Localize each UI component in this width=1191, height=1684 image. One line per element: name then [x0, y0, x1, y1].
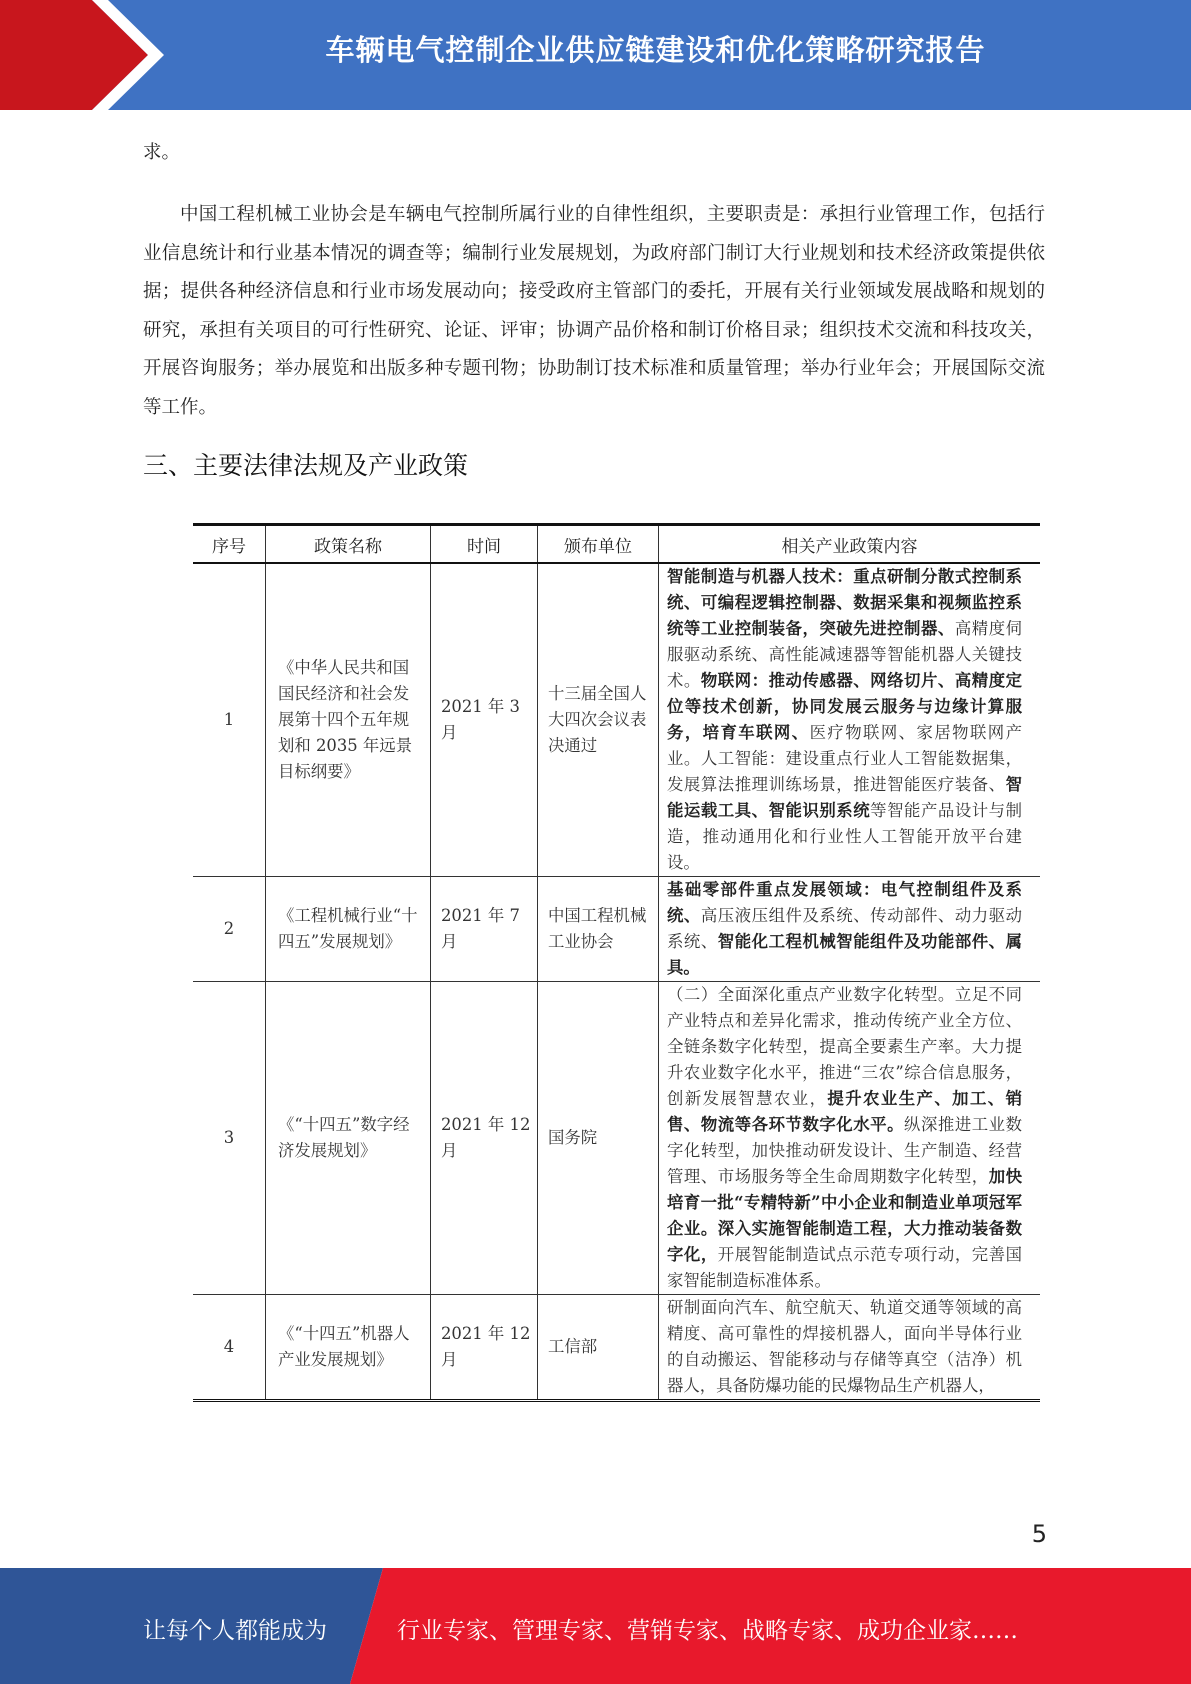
page-number: 5 [1031, 1520, 1047, 1548]
header-content: 相关产业政策内容 [659, 525, 1041, 564]
policy-time: 2021 年 12 月 [431, 982, 538, 1295]
footer-slogan-left: 让每个人都能成为 [143, 1618, 327, 1644]
report-title: 车辆电气控制企业供应链建设和优化策略研究报告 [325, 33, 986, 67]
header-no: 序号 [193, 525, 266, 564]
content-emphasis: 物联网：推动传感器、网络切片、高精度定位等技术创新，协同发展云服务与边缘计算服务，培育车联网、 [667, 671, 1023, 742]
row-no: 4 [193, 1295, 266, 1401]
table-header-row [193, 525, 1040, 564]
header-time: 时间 [431, 525, 538, 564]
row-no: 3 [193, 982, 266, 1295]
policy-time: 2021 年 3 月 [431, 563, 538, 877]
row-no: 2 [193, 877, 266, 982]
content-text: 高压液压组件及系统、传动部件、动力驱动系统、 [667, 906, 1023, 951]
table-row [193, 982, 1040, 1295]
content-emphasis: 基础零部件重点发展领域：电气控制组件及系统、 [667, 880, 1022, 925]
content-text: 纵深推进工业数字化转型，加快推动研发设计、生产制造、经营管理、市场服务等全生命周期数字化转型， [667, 1115, 1023, 1186]
policy-time: 2021 年 7 月 [431, 877, 538, 982]
header-policy-name: 政策名称 [266, 525, 431, 564]
footer-slogan-right: 行业专家、管理专家、营销专家、战略专家、成功企业家…… [397, 1618, 1018, 1644]
policy-content [659, 877, 1041, 982]
content-emphasis: 加快培育一批“专精特新”中小企业和制造业单项冠军企业。深入实施智能制造工程，大力推动装备数字化， [667, 1167, 1023, 1264]
row-no: 1 [193, 563, 266, 877]
page-footer [0, 1568, 1191, 1684]
content-text: 医疗物联网、家居物联网产业。人工智能：建设重点行业人工智能数据集，发展算法推理训练场景，推进智能医疗装备、 [667, 723, 1023, 794]
policy-name: 《“十四五”机器人产业发展规划》 [266, 1295, 431, 1401]
policy-content [659, 982, 1041, 1295]
content-text: （二）全面深化重点产业数字化转型。立足不同产业特点和差异化需求，推动传统产业全方位、全链条数字化转型，提高全要素生产率。大力提升农业数字化水平，推进“三农”综合信息服务，创新发展智慧农业， [667, 985, 1022, 1108]
policy-table [193, 523, 1040, 1402]
policy-issuer: 中国工程机械工业协会 [538, 877, 659, 982]
page-header [0, 0, 1191, 110]
policy-issuer: 国务院 [538, 982, 659, 1295]
policy-issuer: 十三届全国人大四次会议表决通过 [538, 563, 659, 877]
table-row [193, 877, 1040, 982]
content-text: 高精度伺服驱动系统、高性能减速器等智能机器人关键技术。 [667, 619, 1023, 690]
policy-name: 《“十四五”数字经济发展规划》 [266, 982, 431, 1295]
content-text: 等智能产品设计与制造，推动通用化和行业性人工智能开放平台建设。 [667, 801, 1023, 872]
association-paragraph: 中国工程机械工业协会是车辆电气控制所属行业的自律性组织，主要职责是：承担行业管理工作，包括行业信息统计和行业基本情况的调查等；编制行业发展规划，为政府部门制订大行业规划和技术经济政策提供依据；提供各种经济信息和行业市场发展动向；接受政府主管部门的委托，开展有关行业领域发展战略和规划的研究，承担有关项目的可行性研究、论证、评审；协调产品价格和制订价格目录；组织技术交流和科技攻关，开展咨询服务；举办展览和出版多种专题刊物；协助制订技术标准和质量管理；举办行业年会；开展国际交流等工作。 [143, 204, 1045, 418]
content-emphasis: 智能制造与机器人技术：重点研制分散式控制系统、可编程逻辑控制器、数据采集和视频监控系统等工业控制装备，突破先进控制器、 [667, 567, 1022, 638]
policy-time: 2021 年 12 月 [431, 1295, 538, 1401]
policy-name: 《中华人民共和国国民经济和社会发展第十四个五年规划和 2035 年远景目标纲要》 [266, 563, 431, 877]
table-row [193, 1295, 1040, 1401]
content-text: 开展智能制造试点示范专项行动，完善国家智能制造标准体系。 [667, 1245, 1023, 1290]
policy-issuer: 工信部 [538, 1295, 659, 1401]
continuation-text: 求。 [143, 142, 181, 163]
content-emphasis: 提升农业生产、加工、销售、物流等各环节数字化水平。 [667, 1089, 1023, 1134]
header-issuer: 颁布单位 [538, 525, 659, 564]
section-heading: 三、主要法律法规及产业政策 [143, 451, 469, 480]
content-text: 研制面向汽车、航空航天、轨道交通等领域的高精度、高可靠性的焊接机器人，面向半导体行业的自动搬运、智能移动与存储等真空（洁净）机器人，具备防爆功能的民爆物品生产机器人， [667, 1298, 1022, 1395]
policy-name: 《工程机械行业“十四五”发展规划》 [266, 877, 431, 982]
policy-content [659, 563, 1041, 877]
table-row [193, 563, 1040, 877]
content-emphasis: 智能化工程机械智能组件及功能部件、属具。 [667, 932, 1023, 977]
content-emphasis: 智能运载工具、智能识别系统 [667, 775, 1022, 820]
header-red-chevron [0, 0, 148, 110]
policy-content [659, 1295, 1041, 1401]
